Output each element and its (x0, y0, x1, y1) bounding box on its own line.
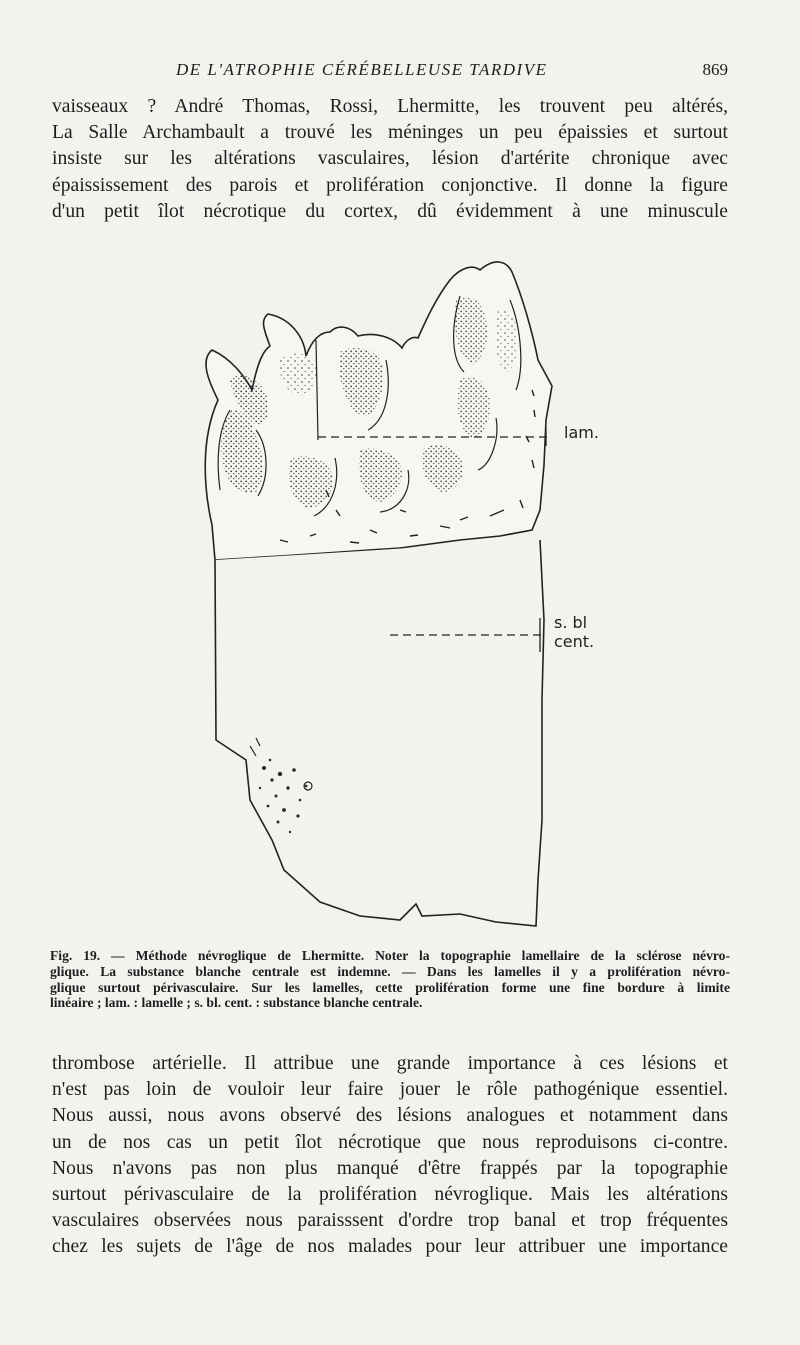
text-line: La Salle Archambault a trouvé les méninges un peu épaissies et surtout (52, 122, 728, 144)
text-line: d'un petit îlot nécrotique du cortex, dû évidemment à une minuscule (52, 200, 728, 222)
text-line: insiste sur les altérations vasculaires, lésion d'artérite chronique avec (52, 148, 728, 170)
label-substance-blanche (554, 613, 594, 651)
running-title: DE L'ATROPHIE CÉRÉBELLEUSE TARDIVE (176, 60, 548, 79)
text-line: n'est pas loin de vouloir leur faire jouer le rôle pathogénique essentiel. (52, 1079, 728, 1101)
text-line: thrombose artérielle. Il attribue une grande importance à ces lésions et (52, 1053, 728, 1074)
histology-drawing (160, 240, 640, 940)
paragraph-2 (52, 1051, 728, 1261)
label-sbl-line1: s. bl (554, 613, 588, 632)
label-lamelle: lam. (564, 423, 599, 442)
text-line: vasculaires observées nous paraisssent d'ordre trop banal et trop fréquentes (52, 1210, 728, 1232)
label-sbl-line2: cent. (554, 632, 595, 651)
text-line: chez les sujets de l'âge de nos malades pour leur attribuer une importance (52, 1236, 728, 1258)
text-line: Nous aussi, nous avons observé des lésions analogues et notamment dans (52, 1105, 728, 1127)
text-line: surtout périvasculaire de la prolifération névroglique. Mais les altérations (52, 1184, 728, 1206)
text-line: vaisseaux ? André Thomas, Rossi, Lhermitte, les trouvent peu altérés, (52, 96, 728, 117)
running-head (52, 60, 728, 84)
figure-caption (50, 948, 730, 1011)
white-matter-outline (215, 540, 544, 926)
caption-line: linéaire ; lam. : lamelle ; s. bl. cent. : substance blanche centrale. (50, 995, 423, 1011)
text-line: un de nos cas un petit îlot nécrotique que nous reproduisons ci-contre. (52, 1131, 728, 1153)
text-line: épaississement des parois et prolifération conjonctive. Il donne la figure (52, 174, 728, 196)
text-line: Nous n'avons pas non plus manqué d'être frappés par la topographie (52, 1157, 728, 1179)
page-number: 869 (702, 60, 728, 79)
caption-line: glique. La substance blanche centrale est indemne. — Dans les lamelles il y a prolifération névro- (50, 963, 730, 979)
figure-19 (160, 240, 640, 940)
caption-line: Fig. 19. — Méthode névroglique de Lhermitte. Noter la topographie lamellaire de la sclérose névro- (50, 948, 730, 963)
paragraph-1 (52, 94, 728, 225)
caption-line: glique surtout périvasculaire. Sur les lamelles, cette prolifération forme une fine bordure à limite (50, 979, 730, 995)
